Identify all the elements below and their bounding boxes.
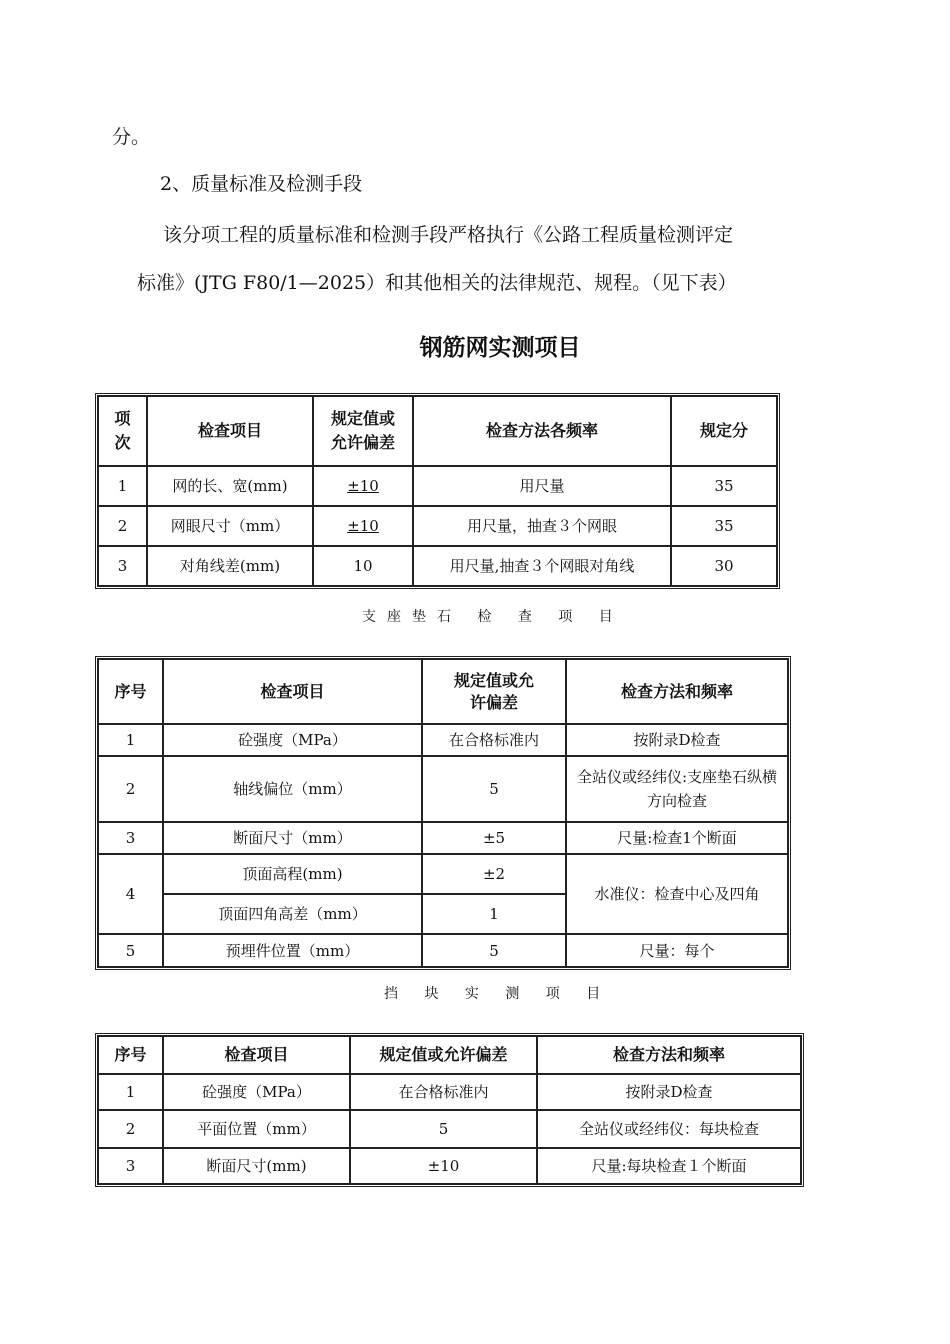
- table-row: [98, 854, 788, 894]
- cell: 断面尺寸（mm）: [163, 822, 422, 854]
- cell: 对角线差(mm): [147, 546, 313, 586]
- cell: 砼强度（MPa）: [163, 1074, 350, 1110]
- header-cell: 序号: [98, 659, 163, 724]
- cell: 30: [671, 546, 777, 586]
- cell: 1: [98, 1074, 163, 1110]
- cell: ±10: [313, 466, 413, 506]
- header-cell: 检查方法各频率: [413, 396, 671, 466]
- cell: 35: [671, 466, 777, 506]
- cell: 顶面高程(mm): [163, 854, 422, 894]
- cell: 在合格标准内: [350, 1074, 537, 1110]
- table-row: [98, 1110, 801, 1148]
- header-cell: 检查项目: [147, 396, 313, 466]
- cell: 全站仪或经纬仪:支座垫石纵横方向检查: [566, 756, 788, 822]
- cell: 5: [422, 934, 566, 967]
- cell: 3: [98, 822, 163, 854]
- table-header-row: [98, 396, 777, 466]
- table-row: [98, 506, 777, 546]
- cell: 5: [422, 756, 566, 822]
- table-bearing-pad: [95, 656, 791, 970]
- header-cell: 项次: [98, 396, 147, 466]
- cell: ±2: [422, 854, 566, 894]
- cell: 用尺量: [413, 466, 671, 506]
- cell: 断面尺寸(mm): [163, 1148, 350, 1184]
- cell: 尺量:检查1个断面: [566, 822, 788, 854]
- cell: ±5: [422, 822, 566, 854]
- cell: 5: [98, 934, 163, 967]
- cell: 2: [98, 506, 147, 546]
- cell: 3: [98, 546, 147, 586]
- header-cell: 检查方法和频率: [537, 1036, 801, 1074]
- cell: 网眼尺寸（mm）: [147, 506, 313, 546]
- table-row: [98, 934, 788, 967]
- section-heading: 2、质量标准及检测手段: [160, 173, 363, 195]
- table-row: [98, 756, 788, 822]
- cell: 10: [313, 546, 413, 586]
- table-row: [98, 546, 777, 586]
- table-row: [98, 466, 777, 506]
- cell: 按附录D检查: [537, 1074, 801, 1110]
- cell: 全站仪或经纬仪：每块检查: [537, 1110, 801, 1148]
- table1-title: 钢筋网实测项目: [419, 335, 581, 361]
- header-cell: 检查项目: [163, 1036, 350, 1074]
- cell: 用尺量，抽查３个网眼: [413, 506, 671, 546]
- cell: 尺量：每个: [566, 934, 788, 967]
- cell: 网的长、宽(mm): [147, 466, 313, 506]
- header-cell: 规定分: [671, 396, 777, 466]
- cell: 1: [422, 894, 566, 934]
- table3-caption: 挡 块 实 测 项 目: [384, 986, 612, 1002]
- header-cell: 规定值或允许偏差: [422, 659, 566, 724]
- cell: 3: [98, 1148, 163, 1184]
- cell: 水准仪：检查中心及四角: [566, 854, 788, 934]
- cell: 预埋件位置（mm）: [163, 934, 422, 967]
- cell: 砼强度（MPa）: [163, 724, 422, 756]
- table-rebar-mesh: [95, 393, 780, 589]
- cell: 尺量:每块检查１个断面: [537, 1148, 801, 1184]
- cell: 2: [98, 1110, 163, 1148]
- cell: 平面位置（mm）: [163, 1110, 350, 1148]
- table-header-row: [98, 659, 788, 724]
- header-cell: 规定值或允许偏差: [313, 396, 413, 466]
- cell: 2: [98, 756, 163, 822]
- table-row: [98, 1074, 801, 1110]
- table-header-row: [98, 1036, 801, 1074]
- cell: ±10: [350, 1148, 537, 1184]
- table-row: [98, 822, 788, 854]
- header-cell: 检查项目: [163, 659, 422, 724]
- paragraph-line-2: 标准》(JTG F80/1—2025）和其他相关的法律规范、规程。（见下表）: [137, 272, 737, 294]
- cell: ±10: [313, 506, 413, 546]
- cell: 4: [98, 854, 163, 934]
- paragraph-line-1: 该分项工程的质量标准和检测手段严格执行《公路工程质量检测评定: [163, 224, 734, 246]
- table-row: [98, 724, 788, 756]
- header-cell: 序号: [98, 1036, 163, 1074]
- header-cell: 规定值或允许偏差: [350, 1036, 537, 1074]
- cell: 顶面四角高差（mm）: [163, 894, 422, 934]
- cell: 1: [98, 724, 163, 756]
- table-row: [98, 1148, 801, 1184]
- cell: 在合格标准内: [422, 724, 566, 756]
- cell: 1: [98, 466, 147, 506]
- table2-caption: 支座垫石 检 查 项 目: [362, 609, 624, 625]
- cell: 5: [350, 1110, 537, 1148]
- header-cell: 检查方法和频率: [566, 659, 788, 724]
- cell: 按附录D检查: [566, 724, 788, 756]
- table-retaining-block: [95, 1033, 804, 1187]
- text-fen: 分。: [112, 126, 151, 148]
- cell: 用尺量,抽查３个网眼对角线: [413, 546, 671, 586]
- cell: 35: [671, 506, 777, 546]
- cell: 轴线偏位（mm）: [163, 756, 422, 822]
